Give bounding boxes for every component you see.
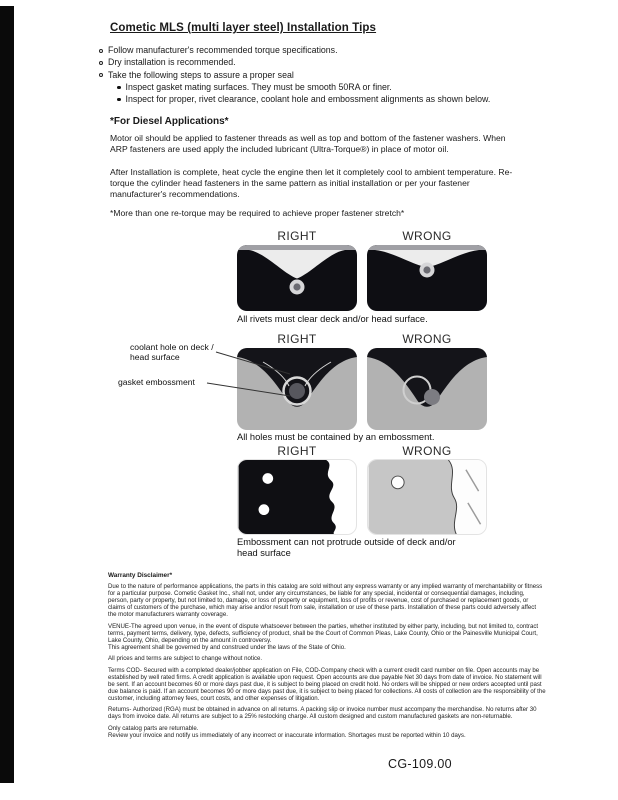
coolant-hole bbox=[289, 383, 305, 399]
disclaimer-paragraph: Returns- Authorized (RGA) must be obtained in advance on all returns. A packing slip or invoice number must accompany the merchandise. No returns after 30 days from invoice date. All returns are subject to a 25% restocking charge. All custom designed and custom manufactured gaskets are non-returnable. bbox=[108, 706, 537, 720]
open-circle-bullet-icon bbox=[99, 73, 103, 77]
bolt-hole bbox=[259, 504, 270, 515]
bolt-hole bbox=[391, 476, 404, 489]
diesel-paragraph-1: Motor oil should be applied to fastener threads as well as top and bottom of the fastener washers. When ARP fasteners are used apply the included lubricant (Ultra-Torque®) in place of motor oil. bbox=[110, 133, 506, 155]
tip-sub-item bbox=[117, 82, 531, 93]
caption-row3: Embossment can not protrude outside of deck and/or head surface bbox=[237, 537, 456, 558]
embossment-containment-wrong-figure bbox=[367, 348, 487, 430]
figure-protrusion-wrong bbox=[367, 459, 487, 535]
retorque-note: *More than one re-torque may be required to achieve proper fastener stretch* bbox=[110, 208, 405, 218]
rivet-clearance-wrong-figure bbox=[367, 245, 487, 311]
figure-rivet-clearance-right bbox=[237, 245, 357, 311]
tip-text: Follow manufacturer's recommended torque specifications. bbox=[108, 45, 338, 55]
filled-bullet-icon bbox=[117, 86, 121, 90]
right-label-row2: RIGHT bbox=[277, 332, 317, 346]
figure-rivet-clearance-wrong bbox=[367, 245, 487, 311]
caption-row1: All rivets must clear deck and/or head surface. bbox=[237, 314, 428, 324]
diesel-paragraph-2: After Installation is complete, heat cycle the engine then let it completely cool to ambient temperature. Re-torque the cylinder head fasteners in the same pattern as initial installation or per your fastener manufacturer's recommendations. bbox=[110, 167, 513, 200]
disclaimer-paragraph: Terms COD- Secured with a completed dealer/jobber application on File, COD-Company check with a current credit card number on file. Open accounts may be established by well rated firms. A credit application is available upon request. Open accounts are due payable Net 30 days from date of invoice. No statement will be sent. If an account becomes 60 or more days past due, it is subject to being placed on credit hold. No orders will be shipped or new orders accepted until past due balance is paid. If an account becomes 90 or more days past due, it is subject to being placed for collections. All costs of collection are the responsibility of the customer, including attorney fees, court costs, and other expenses of litigation. bbox=[108, 666, 546, 702]
bolt-hole bbox=[262, 473, 273, 484]
figure-embossment-wrong bbox=[367, 348, 487, 430]
tip-item bbox=[99, 57, 531, 68]
page-code: CG-109.00 bbox=[388, 757, 452, 771]
tip-text: Inspect gasket mating surfaces. They must be smooth 50RA or finer. bbox=[125, 81, 392, 92]
right-label-row1: RIGHT bbox=[277, 229, 317, 243]
embossment-containment-right-figure bbox=[237, 348, 357, 430]
right-label-row3: RIGHT bbox=[277, 444, 317, 458]
rivet-clearance-right-figure bbox=[237, 245, 357, 311]
diesel-applications-heading: *For Diesel Applications* bbox=[110, 116, 229, 127]
annotation-coolant-hole: coolant hole on deck / head surface bbox=[130, 342, 214, 362]
caption-row2: All holes must be contained by an embossment. bbox=[237, 432, 435, 442]
open-circle-bullet-icon bbox=[99, 49, 103, 53]
tip-item bbox=[99, 70, 531, 81]
installation-tips-list bbox=[99, 45, 531, 106]
tip-sub-item bbox=[117, 94, 531, 105]
figure-embossment-right bbox=[237, 348, 357, 430]
warranty-disclaimer-section bbox=[108, 572, 546, 739]
embossment-protrusion-wrong-figure bbox=[368, 460, 486, 534]
tip-text: Inspect for proper, rivet clearance, coolant hole and embossment alignments as shown below. bbox=[125, 94, 491, 105]
page-title: Cometic MLS (multi layer steel) Installation Tips bbox=[110, 22, 377, 34]
coolant-hole bbox=[424, 389, 440, 405]
annotation-gasket-embossment: gasket embossment bbox=[118, 377, 195, 387]
disclaimer-heading: Warranty Disclaimer* bbox=[108, 572, 173, 579]
open-circle-bullet-icon bbox=[99, 61, 103, 65]
tip-item bbox=[99, 45, 531, 56]
disclaimer-paragraph: Review your invoice and notify us immediately of any incorrect or inaccurate information. Shortages must be reported within 10 days. bbox=[108, 731, 466, 739]
figure-protrusion-right bbox=[237, 459, 357, 535]
filled-bullet-icon bbox=[117, 98, 121, 102]
disclaimer-paragraph: Only catalog parts are returnable. bbox=[108, 724, 199, 732]
disclaimer-paragraph: VENUE-The agreed upon venue, in the event of dispute whatsoever between the parties, whether instituted by either party, including, but not limited to, contract terms, payment terms, delivery, type, defects, sufficiency of product, shall be the Court of Common Pleas, Lake County, Ohio or the Painesville Municipal Court, Lake County, Ohio, depending on the amount in controversy. bbox=[108, 622, 539, 644]
left-border-bar bbox=[0, 6, 14, 783]
wrong-label-row1: WRONG bbox=[402, 229, 452, 243]
tip-text: Take the following steps to assure a proper seal bbox=[108, 69, 294, 80]
wrong-label-row3: WRONG bbox=[402, 444, 452, 458]
wrong-label-row2: WRONG bbox=[402, 332, 452, 346]
disclaimer-paragraph: This agreement shall be governed by and construed under the laws of the State of Ohio. bbox=[108, 643, 346, 651]
embossment-protrusion-right-figure bbox=[238, 460, 356, 534]
disclaimer-paragraph: All prices and terms are subject to change without notice. bbox=[108, 655, 263, 662]
tip-text: Dry installation is recommended. bbox=[108, 57, 236, 68]
disclaimer-paragraph: Due to the nature of performance applications, the parts in this catalog are sold without any express warranty or any implied warranty of merchantability or fitness for a particular purpose. Cometic Gasket Inc., shall not, under any circumstances, be liable for any special, incidental or consequential damages, including, person, party or property, but not limited to, damage, or loss of property or equipment, loss of profits or revenue, cost of purchased or replacement goods, or claims of customers of the purchase, which may arise and/or result from sale, installation or use of these parts. Installation of these parts could adversely affect the motor manufacturers warranty coverage. bbox=[108, 583, 543, 618]
